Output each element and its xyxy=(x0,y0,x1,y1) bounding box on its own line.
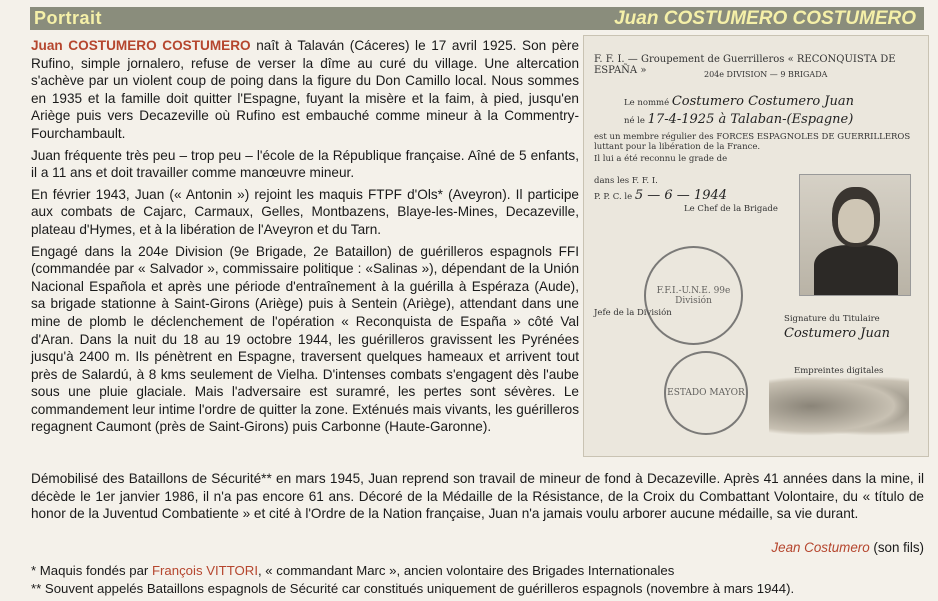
subject-name: Juan COSTUMERO COSTUMERO xyxy=(31,38,251,53)
signature-relation: (son fils) xyxy=(869,540,924,555)
footnote-2: ** Souvent appelés Bataillons espagnols de Sécurité car constitués uniquement de guérilleros espagnols (novembre à mars 1944). xyxy=(31,581,795,596)
portrait-photo xyxy=(799,174,911,296)
card-ppc-row xyxy=(594,188,727,203)
card-titular-label: Signature du Titulaire xyxy=(784,314,880,324)
fingerprints-image xyxy=(769,376,909,436)
card-chef-label: Le Chef de la Brigade xyxy=(684,204,778,214)
footnotes xyxy=(31,562,924,598)
estado-mayor-stamp: ESTADO MAYOR xyxy=(664,351,748,435)
card-ffi-line: dans les F. F. I. xyxy=(594,176,658,186)
card-born-label: né le xyxy=(624,116,645,126)
card-name-value: Costumero Costumero Juan xyxy=(671,94,855,109)
card-name-label: Le nommé xyxy=(624,98,670,108)
card-ppc-label: P. P. C. le xyxy=(594,192,633,202)
section-header xyxy=(30,7,924,30)
card-prints-label: Empreintes digitales xyxy=(794,366,884,376)
card-titular-signature: Costumero Juan xyxy=(784,326,890,341)
paragraph-origins-text: naît à Talaván (Cáceres) le 17 avril 1925. Son père Rufino, simple jornalero, refuse de verser la dîme au curé du village. Une altercation s'achève par un violent coup de poing dans la figure du Don Camillo local. Nous sommes en 1935 et la famille doit quitter l'Espagne, fuyant la misère et la faim, à pied, jusqu'en Ariège puis vers Decazeville où Rufino est embauché comme mineur à la Commentry-Fourchambault. xyxy=(31,38,580,141)
card-header: F. F. I. — Groupement de Guerrilleros « RECONQUISTA DE ESPAÑA » xyxy=(594,54,896,76)
paragraph-reconquista: Engagé dans la 204e Division (9e Brigade, 2e Bataillon) de guérilleros espagnols FFI (commandée par « Salvador », commissaire politique : «Salinas »), dépendant de la Unión Nacional Española et après une période d'entraînement à la guérilla à Espéraza (Aude), sa brigade stationne à Saint-Girons (Ariège) puis à Sentein (Ariège), attendant dans une mine de plomb le déclenchement de l'opération « Reconquista de España » côté Val d'Aran. Dans la nuit du 18 au 19 octobre 1944, les guérilleros gravissent les Pyrénées jusqu'à 2400 m. Ils pénètrent en Espagne, traversent quelques hameaux et arrivent tout près de Salardú, à 8 kms seulement de Vielha. D'intenses combats s'engagent dès l'aube sous une pluie glaciale. Mais l'adversaire est suramré, les pertes sont sévères. Le commandement leur intime l'ordre de quitter la zone. Exténués mais vivants, les guérilleros regagnent Caumont (près de Saint-Girons) puis Carbonne (Haute-Garonne). xyxy=(31,243,579,435)
paragraph-origins xyxy=(31,37,579,143)
paragraph-maquis: En février 1943, Juan (« Antonin ») rejoint les maquis FTPF d'Ols* (Aveyron). Il participe aux combats de Cajarc, Carmaux, Gelles, Montbazens, Blaye-les-Mines, Decazeville, plateau d'Hymes, et à la libération de l'Aveyron et du Tarn. xyxy=(31,186,579,237)
paragraph-demobilisation: Démobilisé des Bataillons de Sécurité** en mars 1945, Juan reprend son travail de mineur de fond à Decazeville. Après 41 années dans la mine, il décède le 1er janvier 1986, il n'a pas encore 61 ans. Décoré de la Médaille de la Résistance, de la Croix du Combattant Volontaire, du « título de honor de la Juventud Combatiente » et cité à l'Ordre de la Nation française, Juan n'a jamais voulu arborer aucune médaille, sa vie durant. xyxy=(31,471,924,522)
footnote-1: * Maquis fondés par François VITTORI, « commandant Marc », ancien volontaire des Brigades Internationales xyxy=(31,563,675,578)
biography-column xyxy=(31,37,579,440)
signature xyxy=(771,540,924,555)
card-grade-line: Il lui a été reconnu le grade de xyxy=(594,154,728,164)
card-name-row xyxy=(624,94,854,109)
footnote-person: François VITTORI xyxy=(151,563,258,578)
ffi-identity-card xyxy=(583,35,929,457)
section-title: Portrait xyxy=(34,8,103,28)
card-ppc-value: 5 — 6 — 1944 xyxy=(634,188,728,203)
card-member-line: est un membre régulier des FORCES ESPAGNOLES DE GUERRILLEROS luttant pour la libération de la France. xyxy=(594,132,911,152)
card-subheader: 204e DIVISION — 9 BRIGADA xyxy=(704,70,828,79)
card-born-value: 17-4-1925 à Talaban-(Espagne) xyxy=(647,112,854,127)
card-chef-division-label: Jefe de la División xyxy=(594,308,672,318)
paragraph-childhood: Juan fréquente très peu – trop peu – l'école de la République française. Aîné de 5 enfants, il a 11 ans et doit travailler comme manœuvre mineur. xyxy=(31,147,579,181)
signature-name: Jean Costumero xyxy=(771,540,870,555)
card-born-row xyxy=(624,112,853,127)
person-name-title: Juan COSTUMERO COSTUMERO xyxy=(614,7,916,29)
division-stamp: F.F.I.-U.N.E. 99e División xyxy=(644,246,743,345)
